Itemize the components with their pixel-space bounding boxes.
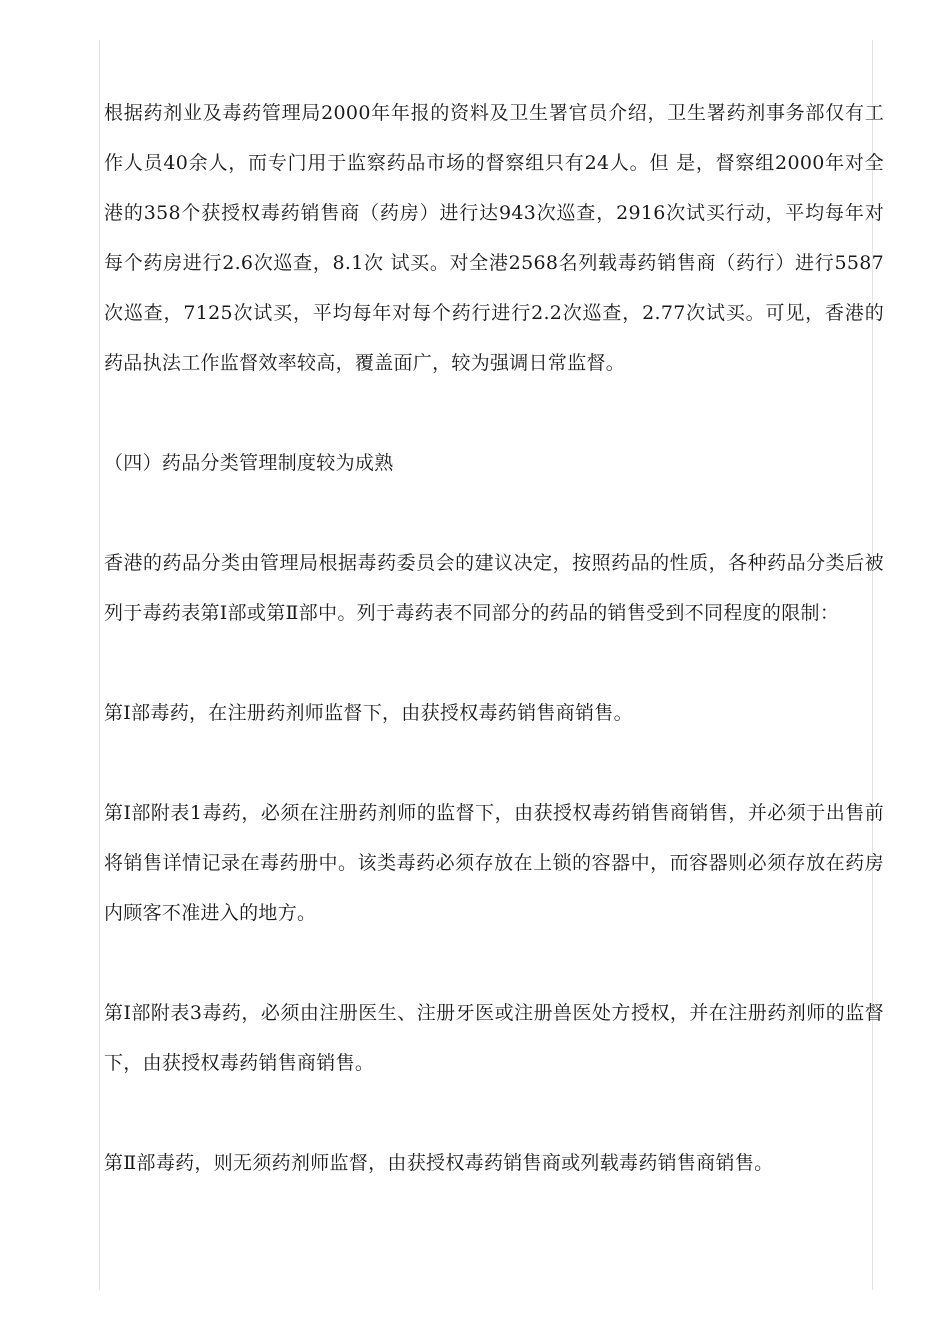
paragraph-supervision-efficiency: 根据药剂业及毒药管理局2000年年报的资料及卫生署官员介绍，卫生署药剂事务部仅有工作人员40余人，而专门用于监察药品市场的督察组只有24人。但 是，督察组2000年对全港的358个获授权毒药销售商（药房）进行达943次巡查，2916次试买行动，平均每年对每个药房进行2.6次巡查，8.1次 试买。对全港2568名列载毒药销售商（药行）进行5587次巡查，7125次试买，平均每年对每个药行进行2.2次巡查，2.77次试买。可见，香港的 药品执法工作监督效率较高，覆盖面广，较为强调日常监督。 xyxy=(104,102,884,374)
section-heading-drug-classification: （四）药品分类管理制度较为成熟 xyxy=(104,452,394,474)
paragraph-part-one-schedule-three: 第Ⅰ部附表3毒药，必须由注册医生、注册牙医或注册兽医处方授权，并在注册药剂师的监督下，由获授权毒药销售商销售。 xyxy=(104,1002,884,1074)
document-body xyxy=(104,88,884,1238)
paragraph-part-one-poisons: 第Ⅰ部毒药，在注册药剂师监督下，由获授权毒药销售商销售。 xyxy=(104,702,633,724)
paragraph-part-one-schedule-one: 第Ⅰ部附表1毒药，必须在注册药剂师的监督下，由获授权毒药销售商销售，并必须于出售前将销售详情记录在毒药册中。该类毒药必须存放在上锁的容器中，而容器则必须存放在药房内顾客不准进入的地方。 xyxy=(104,802,884,924)
paragraph-part-two-poisons: 第Ⅱ部毒药，则无须药剂师监督，由获授权毒药销售商或列载毒药销售商销售。 xyxy=(104,1152,774,1174)
paragraph-classification-intro: 香港的药品分类由管理局根据毒药委员会的建议决定，按照药品的性质，各种药品分类后被列于毒药表第Ⅰ部或第Ⅱ部中。列于毒药表不同部分的药品的销售受到不同程度的限制： xyxy=(104,552,884,624)
